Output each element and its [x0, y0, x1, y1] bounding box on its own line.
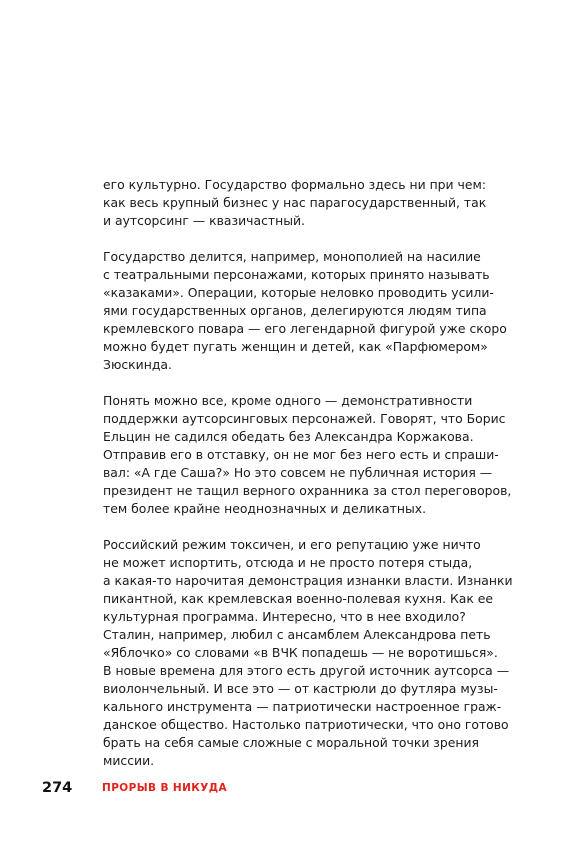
running-title: ПРОРЫВ В НИКУДА: [102, 782, 228, 794]
text-line: Понять можно все, кроме одного — демонстративности: [103, 393, 473, 408]
text-line: кремлевского повара — его легендарной фигурой уже скоро: [103, 321, 507, 336]
text-line: как весь крупный бизнес у нас парагосударственный, так: [103, 195, 487, 210]
text-line: а какая-то нарочитая демонстрация изнанки власти. Изнанки: [103, 573, 513, 588]
text-line: с театральными персонажами, которых принято называть: [103, 267, 490, 282]
text-line: «казаками». Операции, которые неловко проводить усили-: [103, 285, 494, 300]
text-line: пикантной, как кремлевская военно-полевая кухня. Как ее: [103, 591, 494, 606]
text-line: не может испортить, отсюда и не просто потеря стыда,: [103, 555, 473, 570]
text-line: виолончельный. И все это — от кастрюли до футляра музы-: [103, 681, 498, 696]
text-line: культурная программа. Интересно, что в нее входило?: [103, 609, 466, 624]
text-line: президент не тащил верного охранника за стол переговоров,: [103, 483, 512, 498]
text-line: поддержки аутсорсинговых персонажей. Говорят, что Борис: [103, 411, 506, 426]
text-line: можно будет пугать женщин и детей, как «Парфюмером»: [103, 339, 488, 354]
text-line: его культурно. Государство формально здесь ни при чем:: [103, 177, 486, 192]
text-line: брать на себя самые сложные с моральной точки зрения: [103, 735, 479, 750]
text-line: ями государственных органов, делегируются людям типа: [103, 303, 487, 318]
text-line: В новые времена для этого есть другой источник аутсорса —: [103, 663, 510, 678]
text-line: «Яблочко» со словами «в ВЧК попадешь — не воротишься».: [103, 645, 498, 660]
text-line: данское общество. Настолько патриотически, что оно готово: [103, 717, 509, 732]
paragraph-1: [103, 176, 493, 230]
paragraph-3: [103, 392, 512, 518]
text-line: Государство делится, например, монополией на насилие: [103, 249, 481, 264]
text-line: кального инструмента — патриотически настроенное граж-: [103, 699, 502, 714]
text-line: миссии.: [103, 753, 155, 768]
text-line: тем более крайне неоднозначных и деликатных.: [103, 501, 427, 516]
page-number: 274: [42, 780, 73, 796]
text-line: Сталин, например, любил с ансамблем Александрова петь: [103, 627, 491, 642]
body-text: [103, 176, 513, 788]
paragraph-4: [103, 536, 513, 770]
text-line: вал: «А где Саша?» Но это совсем не публичная история —: [103, 465, 493, 480]
paragraph-2: [103, 248, 507, 374]
text-line: Российский режим токсичен, и его репутацию уже ничто: [103, 537, 481, 552]
text-line: Отправив его в отставку, он не мог без него есть и спраши-: [103, 447, 499, 462]
text-line: Ельцин не садился обедать без Александра Коржакова.: [103, 429, 474, 444]
text-line: и аутсорсинг — квазичастный.: [103, 213, 305, 228]
text-line: Зюскинда.: [103, 357, 172, 372]
page-footer: [42, 779, 227, 797]
